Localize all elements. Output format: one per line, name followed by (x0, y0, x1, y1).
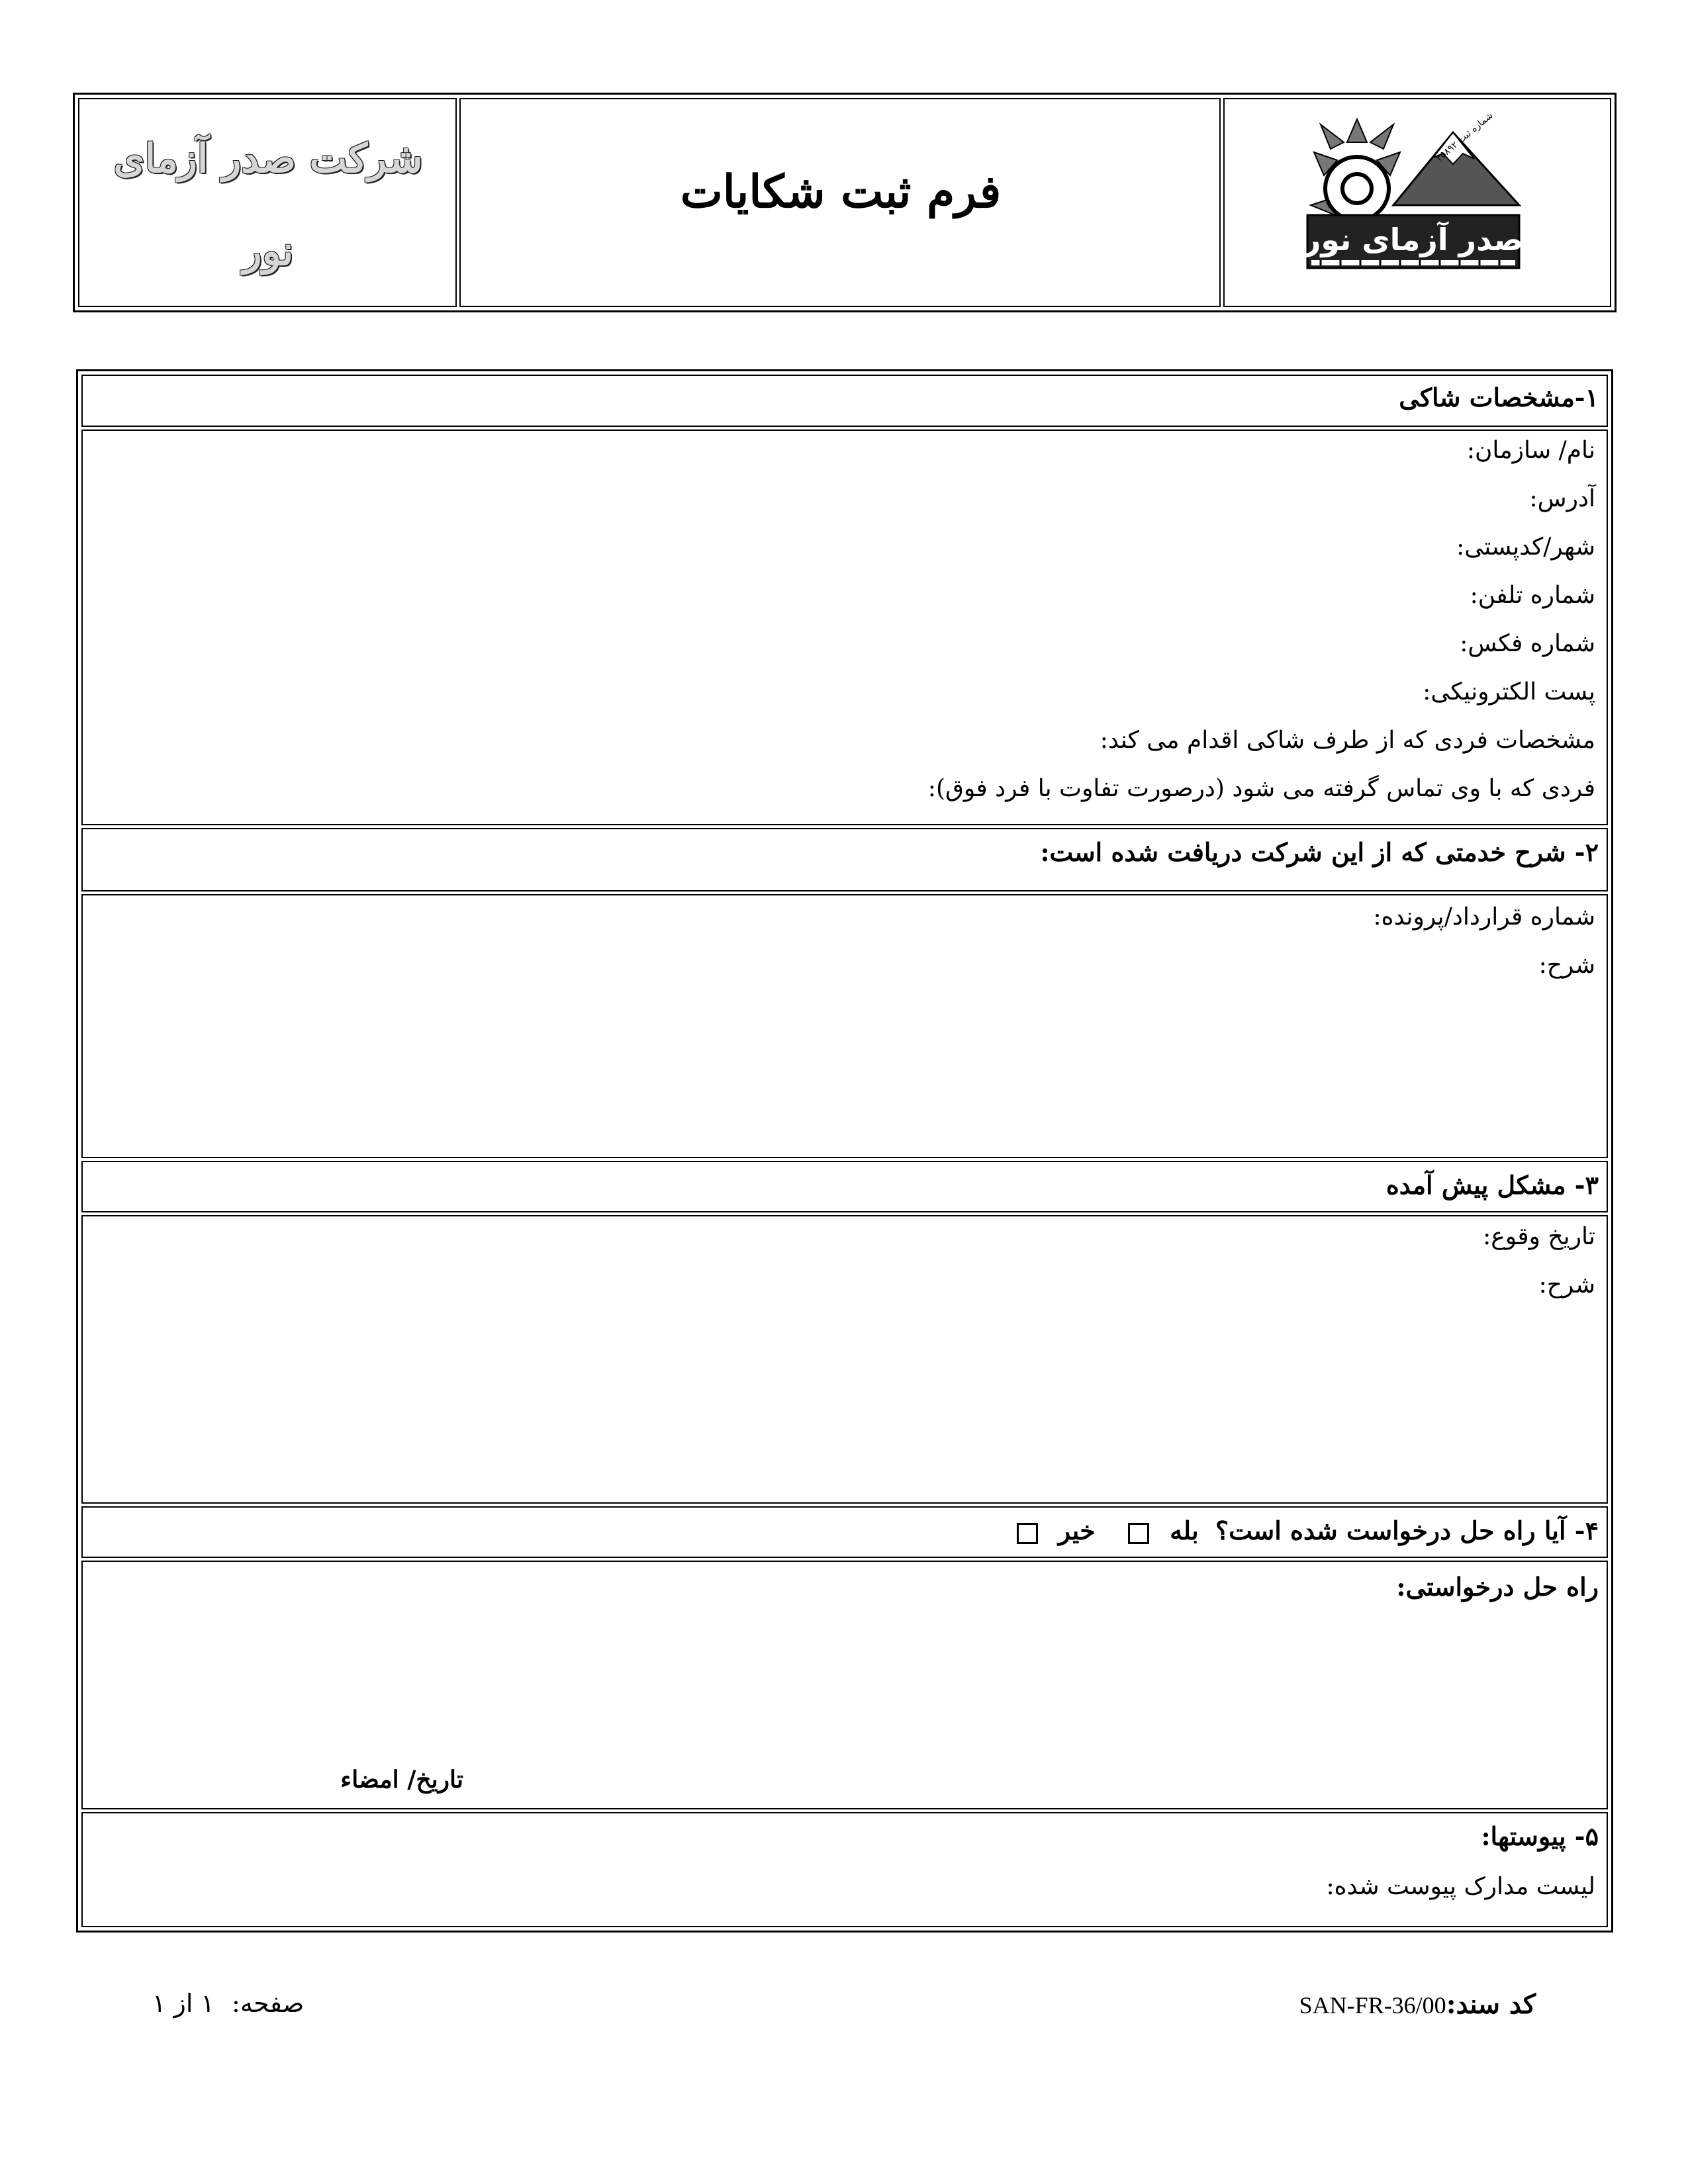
page-label: صفحه: (232, 1989, 305, 2018)
section3-title: ۳- مشکل پیش آمده (1385, 1170, 1599, 1200)
doc-code-value: SAN-FR-36/00 (1299, 1992, 1446, 2019)
yes-label: بله (1170, 1516, 1199, 1545)
field-contract-number: شماره قرارداد/پرونده: (1373, 903, 1595, 931)
field-address: آدرس: (1529, 485, 1595, 512)
row-sep-8 (81, 1808, 1608, 1813)
logo-text: صدر آزمای نور (1303, 222, 1524, 257)
form-table-inner (81, 375, 1608, 1927)
solution-label: راه حل درخواستی: (1396, 1572, 1599, 1602)
doc-code (1299, 1989, 1536, 2020)
field-email: پست الکترونیکی: (1423, 678, 1595, 705)
row-sep-3 (81, 890, 1608, 895)
row-sep-5 (81, 1211, 1608, 1216)
field-contact-person: فردی که با وی تماس گرفته می شود (درصورت تفاوت با فرد فوق): (927, 775, 1595, 802)
field-problem-description: شرح: (1538, 1271, 1595, 1298)
no-label: خیر (1058, 1516, 1096, 1545)
company-name (83, 113, 453, 298)
row-sep-1 (81, 426, 1608, 431)
no-checkbox[interactable] (1017, 1523, 1038, 1544)
field-city-postcode: شهر/کدپستی: (1456, 533, 1595, 561)
yes-checkbox[interactable] (1128, 1523, 1149, 1544)
row-sep-6 (81, 1502, 1608, 1508)
field-phone: شماره تلفن: (1470, 582, 1595, 609)
company-logo (1301, 113, 1529, 278)
field-fax: شماره فکس: (1460, 630, 1595, 657)
header-divider-2 (1219, 98, 1225, 307)
field-attachments-list: لیست مدارک پیوست شده: (1326, 1873, 1595, 1900)
page-number (152, 1989, 304, 2018)
field-service-description: شرح: (1538, 952, 1595, 979)
section5-title: ۵- پیوستها: (1481, 1821, 1599, 1851)
page-value: ۱ از ۱ (152, 1989, 214, 2018)
section4-title: ۴- آیا راه حل درخواست شده است؟ (1215, 1516, 1599, 1545)
row-sep-2 (81, 824, 1608, 829)
doc-code-label: کد سند: (1446, 1989, 1536, 2020)
section4-question-row (1005, 1516, 1599, 1545)
logo-graphic (1301, 113, 1529, 278)
section1-title: ۱-مشخصات شاکی (1399, 383, 1599, 412)
field-occurrence-date: تاریخ وقوع: (1483, 1223, 1595, 1250)
field-name-org: نام/ سازمان: (1466, 437, 1595, 464)
row-sep-4 (81, 1157, 1608, 1162)
row-sep-7 (81, 1557, 1608, 1562)
section2-title: ۲- شرح خدمتی که از این شرکت دریافت شده است: (1040, 837, 1599, 867)
form-title: فرم ثبت شکایات (680, 165, 1002, 218)
logo-small-text: شماره ثبت ۳۵۸۹۲ (1434, 113, 1495, 164)
company-name-line1: شرکت صدر آزمای (113, 136, 423, 182)
field-acting-person: مشخصات فردی که از طرف شاکی اقدام می کند: (1100, 727, 1595, 754)
signature-label: تاریخ/ امضاء (340, 1766, 463, 1794)
company-name-line2: نور (242, 228, 294, 275)
header-divider-1 (455, 98, 461, 307)
